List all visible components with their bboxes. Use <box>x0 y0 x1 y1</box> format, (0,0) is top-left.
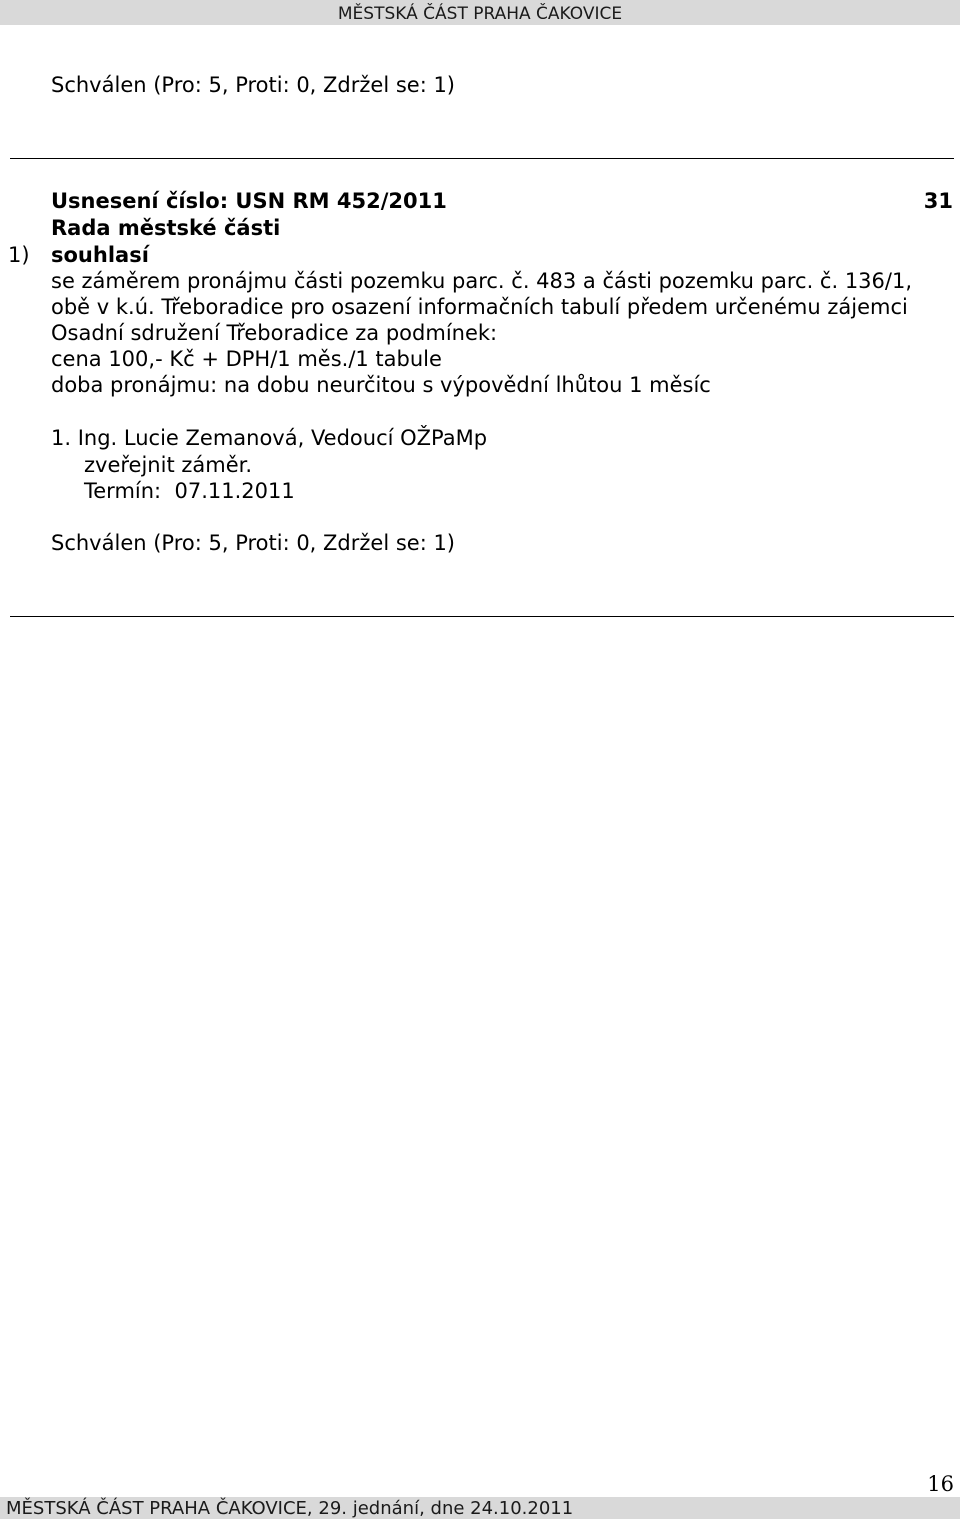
resolution-number: 31 <box>923 189 953 213</box>
section-divider <box>10 158 954 159</box>
footer-text: MĚSTSKÁ ČÁST PRAHA ČAKOVICE, 29. jednání, dne 24.10.2011 <box>6 1498 574 1519</box>
resolution-body: Rada městské části <box>51 216 281 240</box>
task-action: zveřejnit záměr. <box>84 453 252 477</box>
resolution-text-line: se záměrem pronájmu části pozemku parc. č. 483 a části pozemku parc. č. 136/1, <box>51 269 913 293</box>
task-deadline: Termín: 07.11.2011 <box>84 479 295 503</box>
previous-vote-result: Schválen (Pro: 5, Proti: 0, Zdržel se: 1) <box>51 73 456 97</box>
resolution-text-line: Osadní sdružení Třeboradice za podmínek: <box>51 321 498 345</box>
resolution-text-line: obě v k.ú. Třeboradice pro osazení informačních tabulí předem určenému zájemci <box>51 295 908 319</box>
header-title: MĚSTSKÁ ČÁST PRAHA ČAKOVICE <box>337 4 623 24</box>
resolution-text-line: doba pronájmu: na dobu neurčitou s výpovědní lhůtou 1 měsíc <box>51 373 711 397</box>
task-responsible: 1. Ing. Lucie Zemanová, Vedoucí OŽPaMp <box>51 426 488 450</box>
item-number: 1) <box>8 243 30 267</box>
vote-result: Schválen (Pro: 5, Proti: 0, Zdržel se: 1) <box>51 531 456 555</box>
page-number: 16 <box>927 1472 954 1496</box>
item-verb: souhlasí <box>51 243 149 267</box>
section-divider <box>10 616 954 617</box>
resolution-text-line: cena 100,- Kč + DPH/1 měs./1 tabule <box>51 347 442 371</box>
resolution-heading: Usnesení číslo: USN RM 452/2011 <box>51 189 447 213</box>
